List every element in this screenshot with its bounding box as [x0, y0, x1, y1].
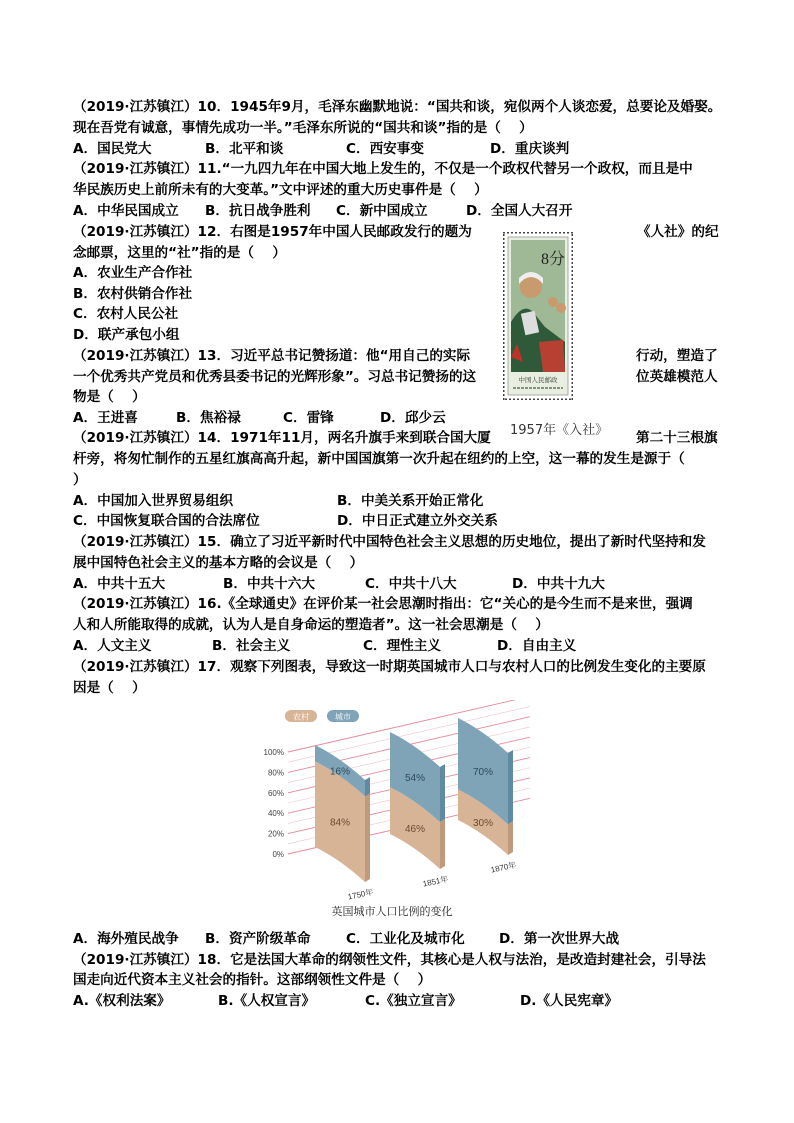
- y-tick-label: 80%: [267, 768, 284, 778]
- q14-option-a: A．中国加入世界贸易组织: [73, 493, 234, 509]
- q13-option-c: C．雷锋: [283, 410, 334, 426]
- q10-option-a: A．国民党大: [73, 141, 152, 157]
- data-label-urban: 16%: [329, 766, 351, 778]
- q17-option-c: C．工业化及城市化: [346, 931, 465, 947]
- legend-label: 农村: [293, 712, 309, 722]
- q18-stem: 国走向近代资本主义社会的指针。这部纲领性文件是（ ）: [73, 972, 432, 988]
- q12-option-c: C．农村人民公社: [73, 306, 179, 322]
- bar-side-rural: [365, 793, 370, 882]
- q12-stem-right: 《人社》的纪: [637, 224, 719, 240]
- q16-option-c: C．理性主义: [363, 638, 441, 654]
- q18-option-a: A.《权利法案》: [73, 993, 171, 1009]
- y-tick-label: 60%: [267, 788, 284, 798]
- q13-option-b: B．焦裕禄: [176, 410, 241, 426]
- bar-side-rural: [508, 821, 513, 855]
- q17-stem: （2019·江苏镇江）17．观察下列图表，导致这一时期英国城市人口与农村人口的比例发生变化的主要原: [73, 659, 706, 675]
- bar-side-rural: [440, 819, 445, 869]
- q10-option-c: C．西安事变: [346, 141, 424, 157]
- q11-option-d: D．全国人大召开: [466, 203, 573, 219]
- bar-side-urban: [440, 764, 445, 822]
- q11-stem: （2019·江苏镇江）11.“一九四九年在中国大地上发生的，不仅是一个政权代替另一个政权，而且是中: [73, 161, 693, 177]
- x-tick-label: 1750年: [346, 887, 375, 902]
- q11-option-b: B．抗日战争胜利: [205, 203, 311, 219]
- q16-stem: （2019·江苏镇江）16.《全球通史》在评价某一社会思潮时指出：它“关心的是今生而不是来世，强调: [73, 596, 693, 612]
- q10-option-d: D．重庆谈判: [490, 141, 570, 157]
- x-tick-label: 1851年: [421, 874, 450, 889]
- data-label-rural: 46%: [404, 824, 426, 836]
- q17-option-b: B．资产阶级革命: [205, 931, 311, 947]
- q14-option-d: D．中日正式建立外交关系: [337, 513, 498, 529]
- data-label-urban: 54%: [404, 773, 426, 785]
- q14-stem-right: 第二十三根旗: [636, 430, 718, 446]
- q18-option-d: D.《人民宪章》: [520, 993, 619, 1009]
- q13-stem: 一个优秀共产党员和优秀县委书记的光辉形象”。习总书记赞扬的这: [73, 369, 477, 385]
- q12-stem: （2019·江苏镇江）12．右图是1957年中国人民邮政发行的题为: [73, 224, 472, 240]
- q18-stem: （2019·江苏镇江）18．它是法国大革命的纲领性文件，其核心是人权与法治，是改造封建社会，引导法: [73, 952, 706, 968]
- q14-stem: （2019·江苏镇江）14．1971年11月，两名升旗手来到联合国大厦: [73, 430, 491, 446]
- q11-option-c: C．新中国成立: [336, 203, 428, 219]
- q15-stem: （2019·江苏镇江）15．确立了习近平新时代中国特色社会主义思想的历史地位，提出了新时代坚持和发: [73, 534, 706, 550]
- bar-side-urban: [508, 750, 513, 824]
- q15-option-a: A．中共十五大: [73, 576, 166, 592]
- legend-label: 城市: [335, 712, 351, 722]
- stamp-caption: 1957年《入社》: [510, 423, 609, 438]
- data-label-rural: 30%: [472, 818, 494, 830]
- q17-option-a: A．海外殖民战争: [73, 931, 179, 947]
- q15-stem: 展中国特色社会主义的基本方略的会议是（ ）: [73, 555, 364, 571]
- stamp-denomination: 8分: [540, 251, 566, 268]
- y-tick-label: 20%: [267, 829, 284, 839]
- q13-stem-right: 位英雄模范人: [636, 369, 718, 385]
- q12-stem: 念邮票，这里的“社”指的是（ ）: [73, 245, 286, 261]
- stamp-image: [503, 232, 573, 400]
- q14-option-b: B．中美关系开始正常化: [337, 493, 484, 509]
- q12-option-b: B．农村供销合作社: [73, 286, 193, 302]
- q13-option-a: A．王进喜: [73, 410, 138, 426]
- chart-title: 英国城市人口比例的变化: [331, 906, 453, 918]
- y-tick-label: 40%: [267, 809, 284, 819]
- q13-stem: （2019·江苏镇江）13．习近平总书记赞扬道：他“用自己的实际: [73, 348, 471, 364]
- data-label-rural: 84%: [329, 817, 351, 829]
- q11-stem: 华民族历史上前所未有的大变革。”文中评述的重大历史事件是（ ）: [73, 182, 488, 198]
- y-tick-label: 100%: [263, 748, 284, 757]
- q18-option-c: C.《独立宣言》: [365, 993, 462, 1009]
- q10-option-b: B．北平和谈: [205, 141, 284, 157]
- q14-stem: ）: [73, 472, 87, 488]
- q12-option-a: A．农业生产合作社: [73, 265, 193, 281]
- q16-option-a: A．人文主义: [73, 638, 152, 654]
- q15-option-d: D．中共十九大: [512, 576, 605, 592]
- q18-option-b: B.《人权宣言》: [218, 993, 316, 1009]
- data-label-urban: 70%: [472, 767, 494, 779]
- q16-option-d: D．自由主义: [497, 638, 577, 654]
- q15-option-b: B．中共十六大: [223, 576, 315, 592]
- q14-stem: 杆旁，将匆忙制作的五星红旗高高升起，新中国国旗第一次升起在纽约的上空，这一幕的发生是源于（: [73, 451, 685, 467]
- urban-population-chart: [240, 700, 540, 930]
- q16-stem: 人和人所能取得的成就，认为人是自身命运的塑造者”。这一社会思潮是（ ）: [73, 617, 549, 633]
- q13-option-d: D．邱少云: [380, 410, 446, 426]
- q15-option-c: C．中共十八大: [365, 576, 457, 592]
- q13-stem-right: 行动，塑造了: [636, 348, 718, 364]
- x-tick-label: 1870年: [489, 860, 518, 875]
- q12-option-d: D．联产承包小组: [73, 327, 180, 343]
- bar-side-urban: [365, 777, 370, 796]
- q17-stem: 因是（ ）: [73, 680, 146, 696]
- q14-option-c: C．中国恢复联合国的合法席位: [73, 513, 260, 529]
- stamp-issuer: 中国人民邮政: [518, 376, 558, 384]
- y-tick-label: 0%: [272, 850, 284, 859]
- q16-option-b: B．社会主义: [212, 638, 291, 654]
- q10-stem: （2019·江苏镇江）10．1945年9月，毛泽东幽默地说：“国共和谈，宛似两个人谈恋爱，总要论及婚娶。: [73, 99, 722, 115]
- q11-option-a: A．中华民国成立: [73, 203, 179, 219]
- q17-option-d: D．第一次世界大战: [499, 931, 620, 947]
- q13-stem: 物是（ ）: [73, 389, 146, 405]
- q10-stem: 现在吾党有诚意，事情先成功一半。”毛泽东所说的“国共和谈”指的是（ ）: [73, 120, 533, 136]
